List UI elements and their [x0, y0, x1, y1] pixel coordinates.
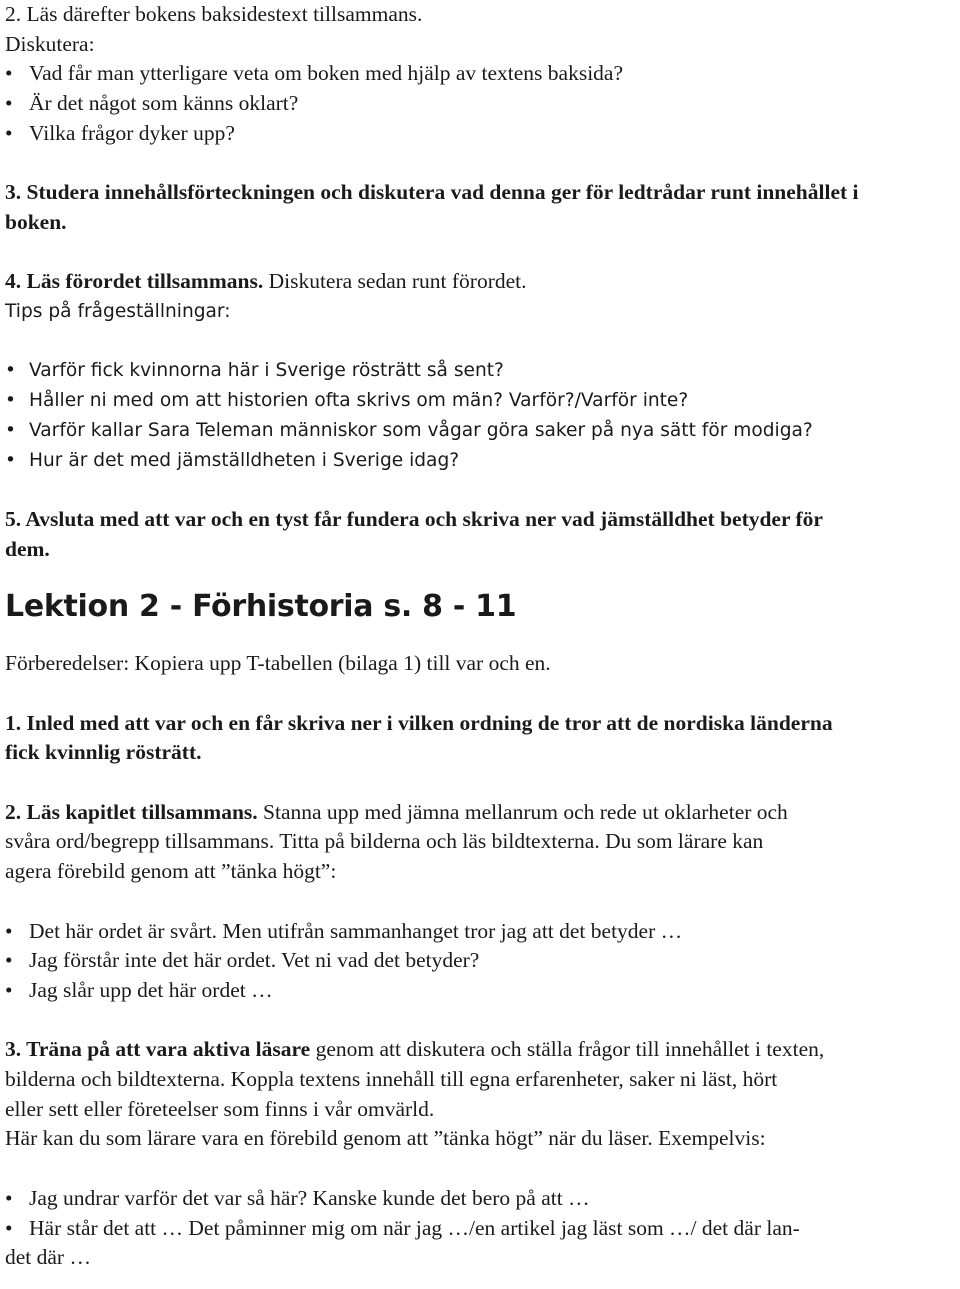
section-5: 5. Avsluta med att var och en tyst får fundera och skriva ner vad jämställdhet betyder för dem. — [5, 506, 823, 561]
document-page — [5, 0, 957, 1273]
bullet-icon: • — [5, 61, 13, 86]
bullet-icon: • — [5, 449, 16, 471]
lesson-item-1: 1. Inled med att var och en får skriva ner i vilken ordning de tror att de nordiska länderna fick kvinnlig rösträtt. — [5, 710, 833, 765]
bullet-icon: • — [5, 360, 16, 382]
section-3: 3. Studera innehållsförteckningen och diskutera vad denna ger för ledtrådar runt innehållet i boken. — [5, 180, 859, 234]
section-4 — [5, 267, 957, 475]
section-2-title: 2. Läs därefter bokens baksidestext tillsammans. — [5, 2, 423, 26]
list-item: • Varför kallar Sara Teleman människor som vågar göra saker på nya sätt för modiga? — [5, 416, 957, 446]
bullet-icon: • — [5, 91, 13, 116]
section-2 — [5, 0, 957, 149]
list-item: • Är det något som känns oklart? — [5, 89, 957, 119]
list-item: • Vad får man ytterligare veta om boken med hjälp av textens baksida? — [5, 59, 957, 89]
section-2-discuss: Diskutera: — [5, 31, 95, 56]
list-item: • Jag slår upp det här ordet … — [5, 976, 957, 1006]
preparations: Förberedelser: Kopiera upp T-tabellen (bilaga 1) till var och en. — [5, 651, 551, 676]
bullet-icon: • — [5, 977, 13, 1002]
bullet-icon: • — [5, 948, 13, 973]
list-item-continuation: det där … — [5, 1245, 91, 1270]
bullet-icon: • — [5, 1185, 13, 1210]
list-item: • Varför fick kvinnorna här i Sverige rösträtt så sent? — [5, 356, 957, 386]
tips-label: Tips på frågeställningar: — [5, 301, 231, 322]
lesson-item-2: 2. Läs kapitlet tillsammans. Stanna upp med jämna mellanrum och rede ut oklarheter och svåra ord/begrepp tillsammans. Titta på bilderna och läs bildtexterna. Du som lärare kan agera förebild genom att ”tänka högt”: • Det här ordet är svårt. Men utifrån sammanhanget tror jag att det betyder … • Jag förstår inte det här ordet. Vet ni vad det betyder? • Jag slår upp det här ordet … — [5, 798, 957, 1006]
list-item: • Vilka frågor dyker upp? — [5, 119, 957, 149]
bullet-icon: • — [5, 390, 16, 412]
list-item: • Jag förstår inte det här ordet. Vet ni vad det betyder? — [5, 946, 957, 976]
list-item: • Här står det att … Det påminner mig om när jag …/en artikel jag läst som …/ det där lan- — [5, 1214, 957, 1244]
lesson-item-3: 3. Träna på att vara aktiva läsare genom att diskutera och ställa frågor till innehållet i texten, bilderna och bildtexterna. Koppla textens innehåll till egna erfarenheter, saker ni läst, hört eller sett eller företeelser som finns i vår omvärld. Här kan du som lärare vara en förebild genom att ”tänka högt” när du läser. Exempelvis: • Jag undrar varför det var så här? Kanske kunde det bero på att … • Här står det att … Det påminner mig om när jag …/en artikel jag läst som …/ det där lan- det där … — [5, 1035, 957, 1273]
bullet-icon: • — [5, 918, 13, 943]
list-item: • Jag undrar varför det var så här? Kanske kunde det bero på att … — [5, 1184, 957, 1214]
lesson-heading: Lektion 2 - Förhistoria s. 8 - 11 — [5, 589, 517, 625]
bullet-icon: • — [5, 1215, 13, 1240]
bullet-icon: • — [5, 419, 16, 441]
bullet-icon: • — [5, 120, 13, 145]
list-item: • Det här ordet är svårt. Men utifrån sammanhanget tror jag att det betyder … — [5, 917, 957, 947]
list-item: • Håller ni med om att historien ofta skrivs om män? Varför?/Varför inte? — [5, 386, 957, 416]
section-4-title: 4. Läs förordet tillsammans. Diskutera sedan runt förordet. — [5, 269, 527, 294]
list-item: • Hur är det med jämställdheten i Sverige idag? — [5, 446, 957, 476]
